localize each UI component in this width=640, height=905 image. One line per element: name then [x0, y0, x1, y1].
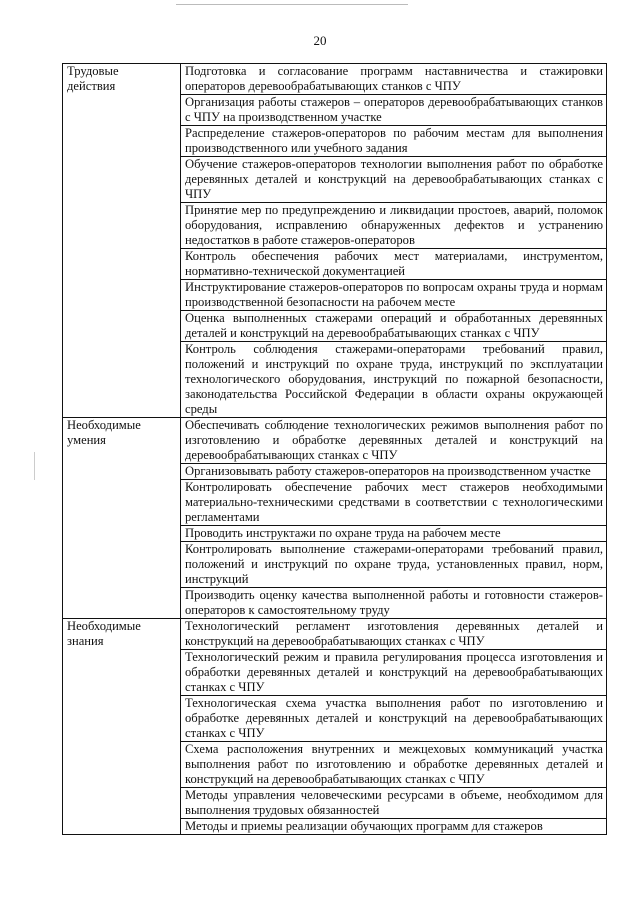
requirement-cell: Принятие мер по предупреждению и ликвидации простоев, аварий, поломок оборудования, исправлению обнаруженных дефектов и устранению недостатков в работе стажеров-операторов — [181, 203, 607, 249]
section-heading — [63, 418, 181, 619]
requirements-table-body — [63, 64, 607, 835]
requirement-cell: Контролировать выполнение стажерами-операторами требований правил, положений и инструкций по охране труда, установленных правил, норм, инструкций — [181, 542, 607, 588]
table-row — [63, 64, 607, 95]
requirement-cell: Подготовка и согласование программ наставничества и стажировки операторов деревообрабатывающих станков с ЧПУ — [181, 64, 607, 95]
requirement-cell: Проводить инструктажи по охране труда на рабочем месте — [181, 526, 607, 542]
requirements-table — [62, 63, 607, 835]
requirement-cell: Контроль соблюдения стажерами-операторами требований правил, положений и инструкций по охране труда, инструкций по эксплуатации технологического оборудования, инструкций по пожарной безопасности, законодательства Российской Федерации в области охраны окружающей среды — [181, 342, 607, 418]
section-heading-line: знания — [67, 634, 104, 648]
requirement-cell: Контроль обеспечения рабочих мест материалами, инструментом, нормативно-технической документацией — [181, 249, 607, 280]
section-heading — [63, 619, 181, 835]
requirement-cell: Технологический режим и правила регулирования процесса изготовления и обработки деревянных деталей и конструкций на деревообрабатывающих станках с ЧПУ — [181, 650, 607, 696]
page-number: 20 — [313, 33, 327, 48]
requirement-cell: Схема расположения внутренних и межцеховых коммуникаций участка выполнения работ по изготовлению и обработке деревянных деталей и конструкций на деревообрабатывающих станках с ЧПУ — [181, 742, 607, 788]
requirement-cell: Распределение стажеров-операторов по рабочим местам для выполнения производственного или учебного задания — [181, 126, 607, 157]
requirement-cell: Контролировать обеспечение рабочих мест стажеров необходимыми материально-техническими средствами в соответствии с технологическими регламентами — [181, 480, 607, 526]
requirement-cell: Методы управления человеческими ресурсами в объеме, необходимом для выполнения трудовых обязанностей — [181, 788, 607, 819]
requirement-cell: Обеспечивать соблюдение технологических режимов выполнения работ по изготовлению и обработке деревянных деталей и конструкций на деревообрабатывающих станках с ЧПУ — [181, 418, 607, 464]
table-row — [63, 619, 607, 650]
table-row — [63, 418, 607, 464]
section-heading-line: действия — [67, 79, 116, 93]
requirement-cell: Инструктирование стажеров-операторов по вопросам охраны труда и нормам производственной безопасности на рабочем месте — [181, 280, 607, 311]
section-heading-line: Необходимые — [67, 418, 141, 432]
section-heading-line: Трудовые — [67, 64, 119, 78]
requirement-cell: Технологическая схема участка выполнения работ по изготовлению и обработке деревянных деталей и конструкций на деревообрабатывающих станках с ЧПУ — [181, 696, 607, 742]
requirement-cell: Организовывать работу стажеров-операторов на производственном участке — [181, 464, 607, 480]
requirement-cell: Методы и приемы реализации обучающих программ для стажеров — [181, 819, 607, 835]
section-heading — [63, 64, 181, 418]
scan-top-line — [176, 4, 408, 5]
requirement-cell: Технологический регламент изготовления деревянных деталей и конструкций на деревообрабатывающих станках с ЧПУ — [181, 619, 607, 650]
requirement-cell: Производить оценку качества выполненной работы и готовности стажеров-операторов к самостоятельному труду — [181, 588, 607, 619]
section-heading-line: Необходимые — [67, 619, 141, 633]
requirement-cell: Обучение стажеров-операторов технологии выполнения работ по обработке деревянных деталей и конструкций на деревообрабатывающих станках с ЧПУ — [181, 157, 607, 203]
requirement-cell: Организация работы стажеров – операторов деревообрабатывающих станков с ЧПУ на производственном участке — [181, 95, 607, 126]
requirement-cell: Оценка выполненных стажерами операций и обработанных деревянных деталей и конструкций на деревообрабатывающих станках с ЧПУ — [181, 311, 607, 342]
scan-margin-mark — [34, 452, 35, 480]
section-heading-line: умения — [67, 433, 106, 447]
